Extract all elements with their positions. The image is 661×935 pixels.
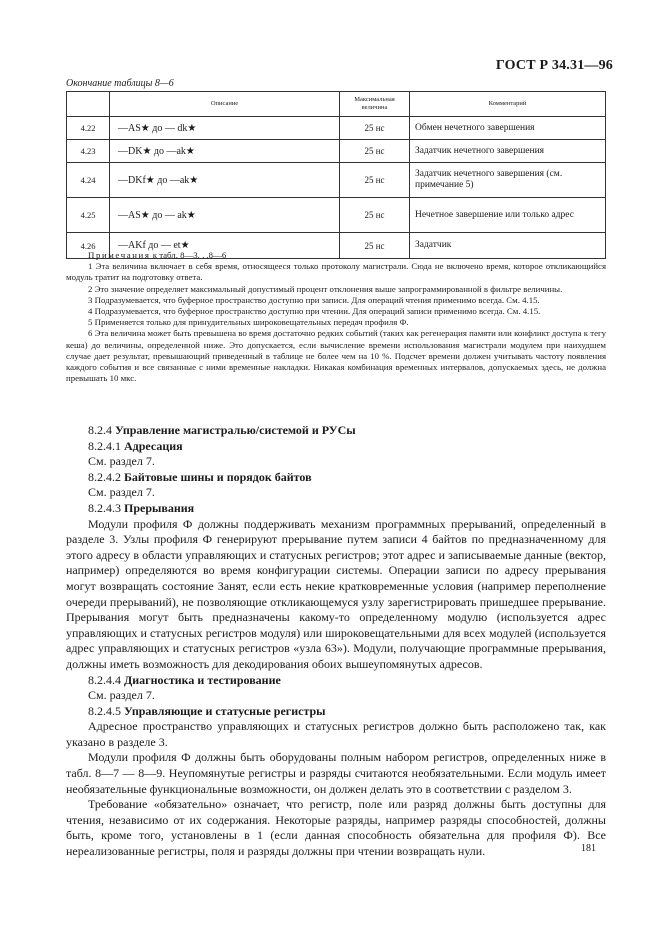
standard-code: ГОСТ Р 34.31—96 bbox=[495, 58, 613, 73]
note-item: 6 Эта величина может быть превышена во время достаточно редких событий (таких как регенерация памяти или конфликт доступа к тегу кеша) до величины, определенной ниже. Это допускается, если вычисление времени использования магистрали модулем при наихудшем случае дает результат, превышающий приведенный в таблице не более чем на 10 %. Подсчет времени должен учитывать частоту появления каждого события и все связанные с ними временные накладки. Никакая комбинация временных интервалов, допускаемых здесь, не должна превышать 10 мкс. bbox=[66, 328, 606, 384]
section-number: 8.2.4.3 bbox=[88, 500, 121, 515]
note-item: 2 Это значение определяет максимальный допустимый процент отклонения выше запрограммированной в фильтре величины. bbox=[88, 283, 563, 294]
page-number: 181 bbox=[581, 843, 596, 854]
section-title: Адресация bbox=[124, 438, 183, 453]
notes-table-reference: к табл. 8—3. . .8—6 bbox=[150, 250, 227, 260]
row-number: 4.26 bbox=[67, 233, 110, 259]
table-row bbox=[67, 163, 606, 198]
table-notes bbox=[66, 250, 606, 384]
row-max-value: 25 нс bbox=[340, 140, 410, 163]
section-reference: См. раздел 7. bbox=[88, 485, 155, 500]
row-comment: Задатчик bbox=[410, 233, 606, 259]
note-item: 5 Применяется только для принудительных широковещательных передач профиля Ф. bbox=[88, 317, 409, 328]
row-number: 4.24 bbox=[67, 163, 110, 198]
section-heading bbox=[66, 439, 606, 455]
row-comment: Задатчик нечетного завершения bbox=[410, 140, 606, 163]
table-header-row bbox=[67, 92, 606, 117]
row-max-value: 25 нс bbox=[340, 163, 410, 198]
row-number: 4.23 bbox=[67, 140, 110, 163]
row-description: —DK★ до —ak★ bbox=[110, 140, 340, 163]
note-item: 1 Эта величина включает в себя время, относящееся только протоколу магистрали. Сюда не включено время, которое откликающийся модуль тратит на подготовку ответа. bbox=[66, 261, 606, 283]
column-header-description: Описание bbox=[110, 92, 340, 117]
section-heading bbox=[66, 501, 606, 517]
section-body bbox=[66, 423, 606, 860]
row-comment: Нечетное завершение или только адрес bbox=[410, 198, 606, 233]
section-title: Прерывания bbox=[124, 500, 195, 515]
table-row bbox=[67, 117, 606, 140]
table-row bbox=[67, 140, 606, 163]
body-paragraph: Модули профиля Ф должны быть оборудованы полным набором регистров, определенных ниже в табл. 8—7 — 8—9. Неупомянутые регистры и разряды считаются необязательными. Если модуль имеет необязательные функциональные возможности, он должен делать это в соответствии с разделом 3. bbox=[66, 750, 606, 796]
notes-heading bbox=[66, 250, 606, 261]
table-row bbox=[67, 198, 606, 233]
section-number: 8.2.4.4 bbox=[88, 672, 121, 687]
column-header-number bbox=[67, 92, 110, 117]
section-title: Управляющие и статусные регистры bbox=[124, 703, 326, 718]
section-number: 8.2.4.2 bbox=[88, 469, 121, 484]
table-caption: Окончание таблицы 8—6 bbox=[66, 78, 174, 89]
row-number: 4.22 bbox=[67, 117, 110, 140]
row-comment: Обмен нечетного завершения bbox=[410, 117, 606, 140]
row-comment: Задатчик нечетного завершения (см. примечание 5) bbox=[410, 163, 606, 198]
section-number: 8.2.4 bbox=[88, 423, 112, 437]
body-paragraph: Требование «обязательно» означает, что регистр, поле или разряд должны быть доступны для чтения, независимо от их содержания. Некоторые разряды, например разряды способностей, должны быть, кроме того, установлены в 1 (если данная способность обязательна для профиля Ф). Все нереализованные регистры, поля и разряды должны при чтении возвращать нули. bbox=[66, 797, 606, 859]
section-heading bbox=[66, 470, 606, 486]
section-heading bbox=[66, 704, 606, 720]
row-max-value: 25 нс bbox=[340, 198, 410, 233]
column-header-comment: Комментарий bbox=[410, 92, 606, 117]
section-title: Управление магистралью/системой и РУСы bbox=[115, 423, 356, 437]
section-number: 8.2.4.1 bbox=[88, 438, 121, 453]
body-paragraph: Адресное пространство управляющих и статусных регистров должно быть расположено так, как указано в разделе 3. bbox=[66, 719, 606, 749]
row-number: 4.25 bbox=[67, 198, 110, 233]
section-title: Диагностика и тестирование bbox=[124, 672, 281, 687]
row-max-value: 25 нс bbox=[340, 233, 410, 259]
timing-table bbox=[66, 91, 606, 259]
row-max-value: 25 нс bbox=[340, 117, 410, 140]
body-paragraph: Модули профиля Ф должны поддерживать механизм программных прерываний, определенный в разделе 3. Узлы профиля Ф генерируют прерывание путем записи 4 байтов по предназначенному для этого адресу в области управляющих и статусных регистров; этот адрес и записываемые данные (вектор, например) определяются во время конфигурации системы. Операции записи по адресу прерывания могут возвращать состояние Занят, если есть некие кратковременные условия (например переполнение очереди прерываний), не позволяющие откликающемуся узлу зарегистрировать пришедшее прерывание. Прерывания могут быть предназначены какому-то определенному модулю (используется адрес управляющих и статусных регистров модуля) или широковещательными для всех модулей (используется адрес управляющих и статусных регистров «узла 63»). Модули, получающие программные прерывания, должны иметь возможность для декодирования обоих вышеупомянутых адресов. bbox=[66, 516, 606, 671]
row-description: —AS★ до — ak★ bbox=[110, 198, 340, 233]
note-item: 3 Подразумевается, что буферное пространство доступно при записи. Для операций чтения применимо всегда. См. 4.15. bbox=[88, 294, 540, 305]
row-description: —DKf★ до —ak★ bbox=[110, 163, 340, 198]
column-header-max-value: Максимальная величина bbox=[340, 92, 410, 117]
section-number: 8.2.4.5 bbox=[88, 703, 121, 718]
row-description: —AKf до — et★ bbox=[110, 233, 340, 259]
section-heading bbox=[66, 423, 606, 439]
section-reference: См. раздел 7. bbox=[88, 454, 155, 469]
section-reference: См. раздел 7. bbox=[88, 688, 155, 703]
section-heading bbox=[66, 673, 606, 689]
section-title: Байтовые шины и порядок байтов bbox=[124, 469, 312, 484]
row-description: —AS★ до — dk★ bbox=[110, 117, 340, 140]
notes-title: Примечания bbox=[88, 250, 151, 260]
note-item: 4 Подразумевается, что буферное пространство доступно при чтении. Для операций записи применимо всегда. См. 4.15. bbox=[88, 306, 541, 317]
